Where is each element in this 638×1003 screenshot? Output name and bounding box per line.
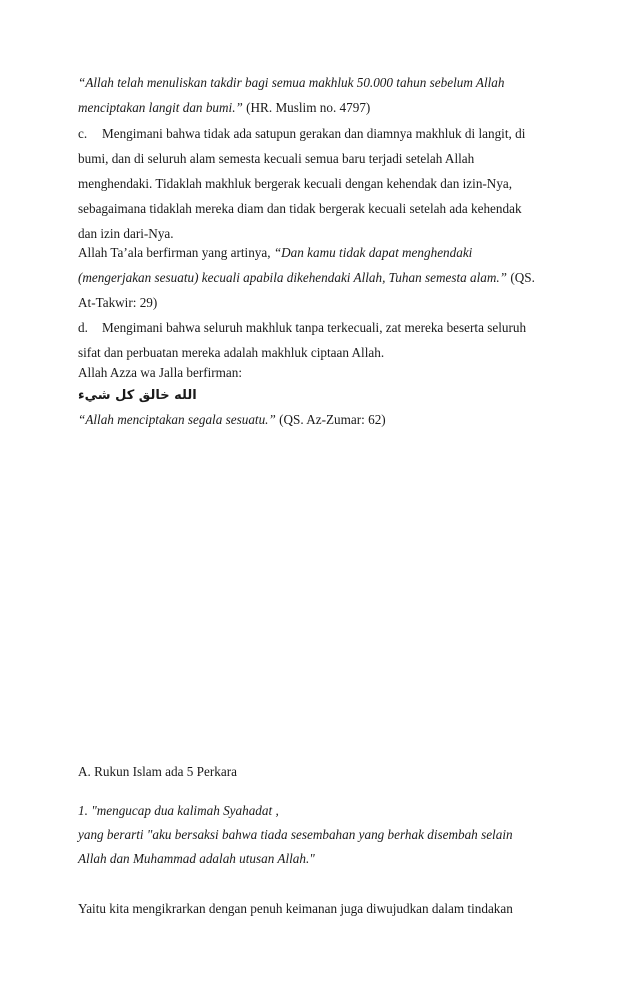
verse-quote-start: “Dan kamu tidak dapat menghendaki — [273, 245, 473, 260]
syahadat-meaning-line-1: yang berarti "aku bersaksi bahwa tiada sesembahan yang berhak disembah selain — [78, 827, 513, 842]
point-d-line-2: sifat dan perbuatan mereka adalah makhluk ciptaan Allah. — [78, 345, 385, 360]
point-c-marker: c. — [78, 126, 88, 141]
syahadat-meaning-line-2: Allah dan Muhammad adalah utusan Allah." — [78, 851, 315, 866]
zumar-quote: “Allah menciptakan segala sesuatu.” — [78, 412, 276, 427]
rukun-islam-heading: A. Rukun Islam ada 5 Perkara — [78, 764, 237, 779]
verse-quote-end: (mengerjakan sesuatu) kecuali apabila dikehendaki Allah, Tuhan semesta alam.” — [78, 270, 508, 285]
arabic-verse: الله خالق كل شيء — [78, 388, 197, 403]
hadith-quote-line-2 — [78, 101, 370, 114]
point-c-text: Mengimani bahwa tidak ada satupun gerakan dan diamnya makhluk di langit, di — [102, 126, 526, 141]
point-d-text: Mengimani bahwa seluruh makhluk tanpa terkecuali, zat mereka beserta seluruh — [102, 320, 527, 335]
zumar-line — [78, 413, 386, 426]
syahadat-explanation: Yaitu kita mengikrarkan dengan penuh keimanan juga diwujudkan dalam tindakan — [78, 901, 513, 916]
zumar-intro: Allah Azza wa Jalla berfirman: — [78, 365, 243, 380]
point-c-line-3: menghendaki. Tidaklah makhluk bergerak kecuali dengan kehendak dan izin-Nya, — [78, 176, 513, 191]
hadith-quote-line-1: “Allah telah menuliskan takdir bagi semua makhluk 50.000 tahun sebelum Allah — [78, 75, 505, 90]
point-d-line-1 — [78, 321, 526, 334]
verse-intro: Allah Ta’ala berfirman yang artinya, — [78, 245, 274, 260]
hadith-reference: (HR. Muslim no. 4797) — [242, 100, 371, 115]
verse-reference-start: (QS. — [507, 270, 535, 285]
verse-reference-end: At-Takwir: 29) — [78, 295, 158, 310]
point-d-marker: d. — [78, 320, 88, 335]
hadith-quote-text: menciptakan langit dan bumi.” — [78, 100, 243, 115]
zumar-reference: (QS. Az-Zumar: 62) — [275, 412, 386, 427]
syahadat-title: 1. "mengucap dua kalimah Syahadat , — [78, 803, 279, 818]
point-c-line-4: sebagaimana tidaklah mereka diam dan tidak bergerak kecuali setelah ada kehendak — [78, 201, 522, 216]
point-c-line-2: bumi, dan di seluruh alam semesta kecuali semua baru terjadi setelah Allah — [78, 151, 475, 166]
verse-line-2 — [78, 271, 535, 284]
point-c-line-5: dan izin dari-Nya. — [78, 226, 174, 241]
verse-line-1 — [78, 246, 472, 259]
point-c-line-1 — [78, 127, 525, 140]
